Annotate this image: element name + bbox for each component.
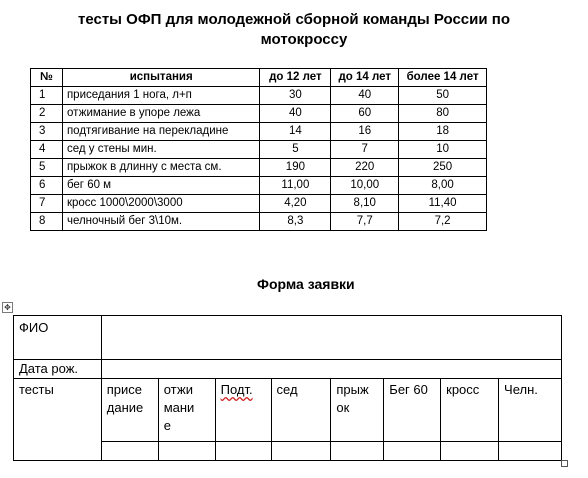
row-value-under-14: 40 xyxy=(331,87,399,105)
row-value-under-14: 7 xyxy=(331,141,399,159)
dob-label: Дата рож. xyxy=(14,360,102,379)
fio-label: ФИО xyxy=(14,316,102,360)
form-test-column-label-line: ок xyxy=(336,400,350,415)
form-test-value-cell[interactable] xyxy=(499,442,562,461)
document-title xyxy=(0,10,588,50)
fio-input-cell[interactable] xyxy=(101,316,561,360)
form-test-column-header xyxy=(271,379,331,442)
form-test-column-header xyxy=(441,379,499,442)
form-test-value-cell[interactable] xyxy=(215,442,271,461)
title-line-1: тесты ОФП для молодежной сборной команды России по xyxy=(78,11,510,28)
row-test-name: прыжок в длинну с места см. xyxy=(62,159,260,177)
tests-table xyxy=(30,68,487,231)
form-test-column-header xyxy=(331,379,384,442)
tests-label: тесты xyxy=(14,379,102,461)
row-value-under-14: 8,10 xyxy=(331,195,399,213)
form-row-fio xyxy=(14,316,562,360)
row-value-over-14: 80 xyxy=(399,105,487,123)
form-title: Форма заявки xyxy=(257,276,355,292)
row-value-over-14: 11,40 xyxy=(399,195,487,213)
table-row xyxy=(31,177,487,195)
form-test-column-header xyxy=(215,379,271,442)
form-test-value-cell[interactable] xyxy=(101,442,158,461)
form-test-column-header xyxy=(384,379,441,442)
row-num: 5 xyxy=(31,159,63,177)
header-over-14: более 14 лет xyxy=(399,69,487,87)
form-test-column-label-line: дание xyxy=(106,400,144,415)
row-value-under-12: 30 xyxy=(260,87,331,105)
row-num: 1 xyxy=(31,87,63,105)
row-value-under-12: 5 xyxy=(260,141,331,159)
form-test-value-cell[interactable] xyxy=(158,442,215,461)
table-row xyxy=(31,105,487,123)
table-row xyxy=(31,123,487,141)
form-test-column-label-line: е xyxy=(163,418,171,433)
form-test-column-label-line: Подт. xyxy=(220,382,253,397)
row-value-under-14: 7,7 xyxy=(331,213,399,231)
header-num: № xyxy=(31,69,63,87)
row-value-under-14: 220 xyxy=(331,159,399,177)
form-test-column-label-line: мани xyxy=(163,400,195,415)
row-num: 8 xyxy=(31,213,63,231)
row-value-under-12: 8,3 xyxy=(260,213,331,231)
row-test-name: челночный бег 3\10м. xyxy=(62,213,260,231)
form-test-value-cell[interactable] xyxy=(441,442,499,461)
header-under-14: до 14 лет xyxy=(331,69,399,87)
form-test-value-cell[interactable] xyxy=(271,442,331,461)
row-num: 7 xyxy=(31,195,63,213)
row-test-name: кросс 1000\2000\3000 xyxy=(62,195,260,213)
row-value-under-14: 16 xyxy=(331,123,399,141)
row-value-over-14: 50 xyxy=(399,87,487,105)
row-value-under-14: 60 xyxy=(331,105,399,123)
row-test-name: подтягивание на перекладине xyxy=(62,123,260,141)
row-value-under-12: 14 xyxy=(260,123,331,141)
tests-table-header-row xyxy=(31,69,487,87)
row-value-over-14: 7,2 xyxy=(399,213,487,231)
header-under-12: до 12 лет xyxy=(260,69,331,87)
form-test-column-label-line: сед xyxy=(276,382,298,397)
table-row xyxy=(31,213,487,231)
form-test-column-label-line: кросс xyxy=(446,382,480,397)
header-test: испытания xyxy=(62,69,260,87)
row-value-under-12: 11,00 xyxy=(260,177,331,195)
row-test-name: отжимание в упоре лежа xyxy=(62,105,260,123)
row-num: 4 xyxy=(31,141,63,159)
form-test-column-label-line: отжи xyxy=(163,382,193,397)
form-test-column-label-line: Челн. xyxy=(504,382,538,397)
table-row xyxy=(31,159,487,177)
row-value-under-12: 40 xyxy=(260,105,331,123)
form-test-value-cell[interactable] xyxy=(331,442,384,461)
form-row-tests-header xyxy=(14,379,562,442)
form-row-dob xyxy=(14,360,562,379)
move-arrows-icon[interactable]: ✥ xyxy=(2,302,13,313)
form-test-value-cell[interactable] xyxy=(384,442,441,461)
resize-square-icon[interactable] xyxy=(561,460,568,467)
row-value-over-14: 18 xyxy=(399,123,487,141)
row-num: 2 xyxy=(31,105,63,123)
row-value-under-12: 4,20 xyxy=(260,195,331,213)
row-value-under-12: 190 xyxy=(260,159,331,177)
row-num: 6 xyxy=(31,177,63,195)
form-test-column-label-line: прыж xyxy=(336,382,369,397)
row-test-name: сед у стены мин. xyxy=(62,141,260,159)
form-test-column-header xyxy=(101,379,158,442)
row-value-over-14: 8,00 xyxy=(399,177,487,195)
application-form-table xyxy=(13,315,562,461)
form-test-column-label-line: Бег 60 xyxy=(389,382,428,397)
row-test-name: бег 60 м xyxy=(62,177,260,195)
row-value-over-14: 10 xyxy=(399,141,487,159)
dob-input-cell[interactable] xyxy=(101,360,561,379)
table-row xyxy=(31,141,487,159)
form-test-column-header xyxy=(499,379,562,442)
table-row xyxy=(31,195,487,213)
table-row xyxy=(31,87,487,105)
row-value-over-14: 250 xyxy=(399,159,487,177)
row-test-name: приседания 1 нога, л+п xyxy=(62,87,260,105)
row-value-under-14: 10,00 xyxy=(331,177,399,195)
form-test-column-header xyxy=(158,379,215,442)
form-test-column-label-line: присе xyxy=(106,382,143,397)
title-line-2: мотокроссу xyxy=(260,31,348,48)
row-num: 3 xyxy=(31,123,63,141)
